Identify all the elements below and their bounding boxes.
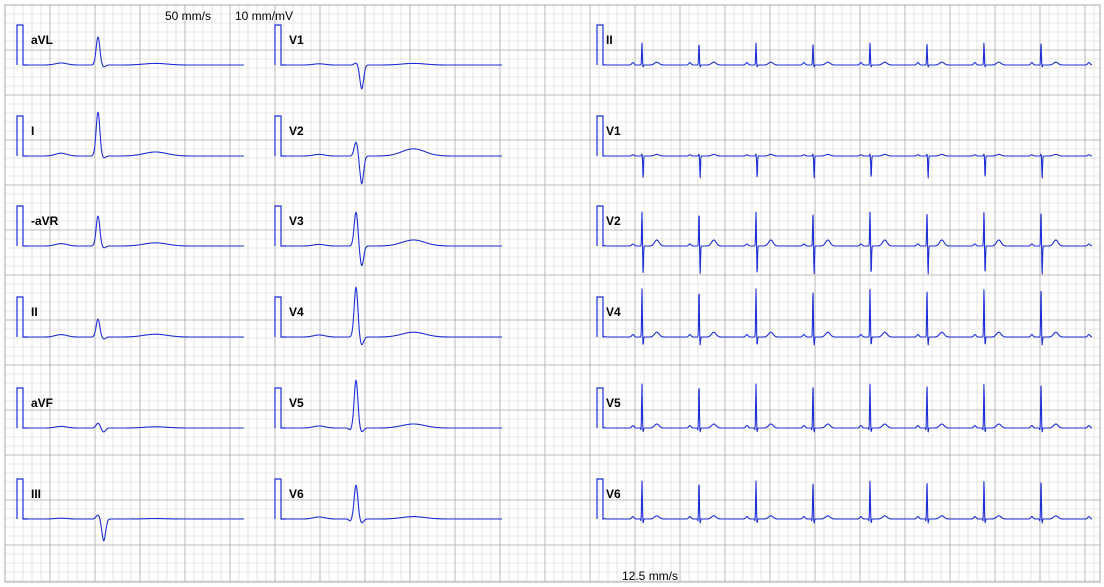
grid-border	[5, 5, 1100, 582]
calibration-pulse-p2-v6	[597, 479, 604, 519]
trace-p2-v4	[604, 289, 1092, 345]
lead-label-p1-v2: V2	[289, 124, 304, 138]
trace-p0-avl	[28, 37, 244, 67]
calibration-pulse-p1-v4	[275, 297, 286, 337]
lead-label-p1-v3: V3	[289, 214, 304, 228]
paper-speed-top: 50 mm/s	[165, 9, 212, 23]
calibration-pulse-p0-iii	[17, 479, 28, 519]
trace-p0-iii	[28, 515, 244, 541]
calibration-pulse-p2-v4	[597, 297, 604, 337]
lead-label-p2-v6: V6	[606, 487, 621, 501]
grid-minor-lines	[5, 5, 1100, 582]
trace-p0-i	[28, 112, 244, 158]
lead-label-p0-i: I	[31, 124, 35, 138]
calibration-pulse-p1-v5	[275, 388, 286, 428]
trace-p1-v2	[286, 142, 502, 184]
trace-p2-v5	[604, 384, 1092, 432]
trace-p1-v4	[286, 287, 502, 344]
lead-label-p0--avr: -aVR	[31, 214, 59, 228]
lead-label-p1-v5: V5	[289, 396, 304, 410]
lead-label-p0-avf: aVF	[31, 396, 54, 410]
lead-label-p0-avl: aVL	[31, 33, 54, 47]
trace-p2-v1	[604, 154, 1092, 178]
paper-speed-bottom: 12.5 mm/s	[622, 569, 679, 583]
lead-label-p2-v4: V4	[606, 305, 621, 319]
lead-label-p1-v1: V1	[289, 33, 304, 47]
calibration-pulse-p0-avf	[17, 388, 28, 428]
trace-p1-v5	[286, 380, 502, 432]
lead-label-p2-v2: V2	[606, 214, 621, 228]
grid-major-lines	[5, 5, 1100, 582]
lead-label-p0-ii: II	[31, 305, 38, 319]
calibration-pulse-p1-v6	[275, 479, 286, 519]
lead-label-p1-v4: V4	[289, 305, 304, 319]
lead-label-p2-v5: V5	[606, 396, 621, 410]
trace-p0-avf	[28, 423, 244, 432]
lead-label-p2-v1: V1	[606, 124, 621, 138]
lead-label-p2-ii: II	[606, 33, 613, 47]
trace-p2-ii	[604, 43, 1092, 67]
gain-label: 10 mm/mV	[235, 9, 294, 23]
calibration-pulse-p2-v5	[597, 388, 604, 428]
trace-p1-v1	[286, 63, 502, 89]
calibration-pulse-p0-ii	[17, 297, 28, 337]
trace-p2-v6	[604, 481, 1092, 523]
lead-label-p1-v6: V6	[289, 487, 304, 501]
trace-p2-v2	[604, 212, 1092, 274]
lead-label-p0-iii: III	[31, 487, 42, 501]
